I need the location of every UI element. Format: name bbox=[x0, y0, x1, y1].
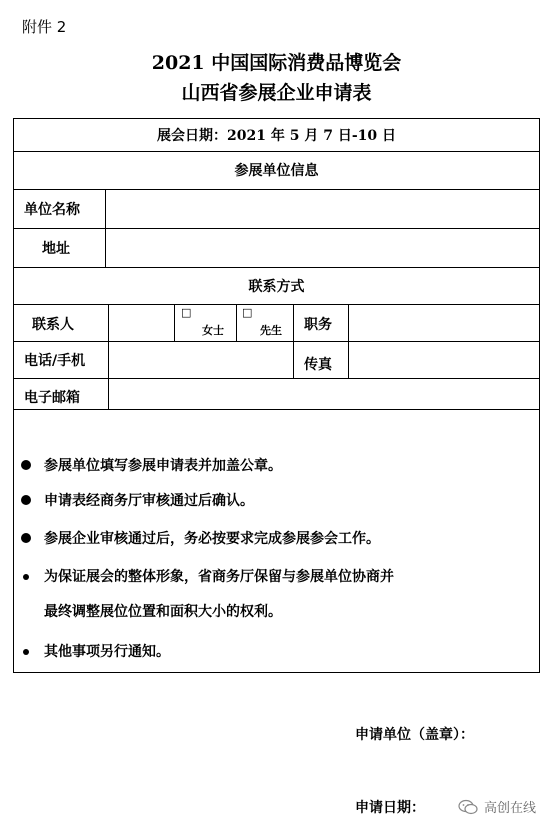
section-exhibitor-info: 参展单位信息 bbox=[234, 163, 319, 179]
note-item: 其他事项另行通知。 bbox=[44, 644, 170, 660]
col-divider bbox=[174, 304, 175, 341]
email-field[interactable] bbox=[110, 379, 539, 408]
col-divider bbox=[105, 189, 106, 267]
phone-label: 电话/手机 bbox=[24, 353, 86, 369]
note-item-continued: 最终调整展位位置和面积大小的权利。 bbox=[44, 604, 282, 620]
section-contact: 联系方式 bbox=[248, 278, 305, 295]
col-divider bbox=[293, 304, 294, 378]
company-name-label: 单位名称 bbox=[24, 201, 80, 218]
col-divider bbox=[236, 304, 237, 341]
watermark-text: 高创在线 bbox=[484, 801, 537, 816]
bullet-icon bbox=[23, 649, 29, 655]
page-subtitle: 山西省参展企业申请表 bbox=[181, 82, 372, 104]
bullet-icon bbox=[21, 460, 31, 470]
note-item: 为保证展会的整体形象，省商务厅保留与参展单位协商并 bbox=[44, 569, 394, 585]
bullet-icon bbox=[21, 495, 31, 505]
checkbox-male[interactable]: □ bbox=[242, 306, 253, 319]
fax-field[interactable] bbox=[350, 342, 539, 377]
bullet-icon bbox=[23, 574, 29, 580]
exhibition-date: 展会日期：2021 年 5 月 7 日-10 日 bbox=[157, 128, 396, 144]
attachment-label: 附件 2 bbox=[22, 18, 67, 36]
company-name-field[interactable] bbox=[107, 190, 539, 227]
note-item: 参展企业审核通过后，务必按要求完成参展参会工作。 bbox=[44, 531, 380, 547]
note-item: 参展单位填写参展申请表并加盖公章。 bbox=[44, 458, 282, 474]
option-male-label: 先生 bbox=[260, 324, 282, 337]
fax-label: 传真 bbox=[304, 357, 332, 373]
col-divider bbox=[348, 304, 349, 378]
application-date-label: 申请日期： bbox=[355, 800, 425, 816]
address-label: 地址 bbox=[42, 240, 70, 257]
checkbox-female[interactable]: □ bbox=[181, 306, 192, 319]
contact-person-field[interactable] bbox=[110, 305, 173, 340]
wechat-icon bbox=[458, 799, 478, 815]
bullet-icon bbox=[21, 533, 31, 543]
phone-field[interactable] bbox=[110, 342, 292, 377]
page-title: 2021 中国国际消费品博览会 bbox=[151, 52, 402, 74]
note-item: 申请表经商务厅审核通过后确认。 bbox=[44, 493, 254, 509]
email-label: 电子邮箱 bbox=[24, 390, 80, 406]
position-label: 职务 bbox=[304, 317, 332, 333]
option-female-label: 女士 bbox=[202, 324, 224, 337]
watermark bbox=[458, 797, 536, 816]
contact-person-label: 联系人 bbox=[32, 317, 74, 333]
position-field[interactable] bbox=[350, 305, 539, 340]
application-form-table bbox=[13, 118, 540, 673]
applicant-seal-label: 申请单位（盖章）： bbox=[355, 727, 474, 743]
col-divider bbox=[108, 304, 109, 409]
row-divider bbox=[14, 409, 539, 410]
address-field[interactable] bbox=[107, 229, 539, 266]
